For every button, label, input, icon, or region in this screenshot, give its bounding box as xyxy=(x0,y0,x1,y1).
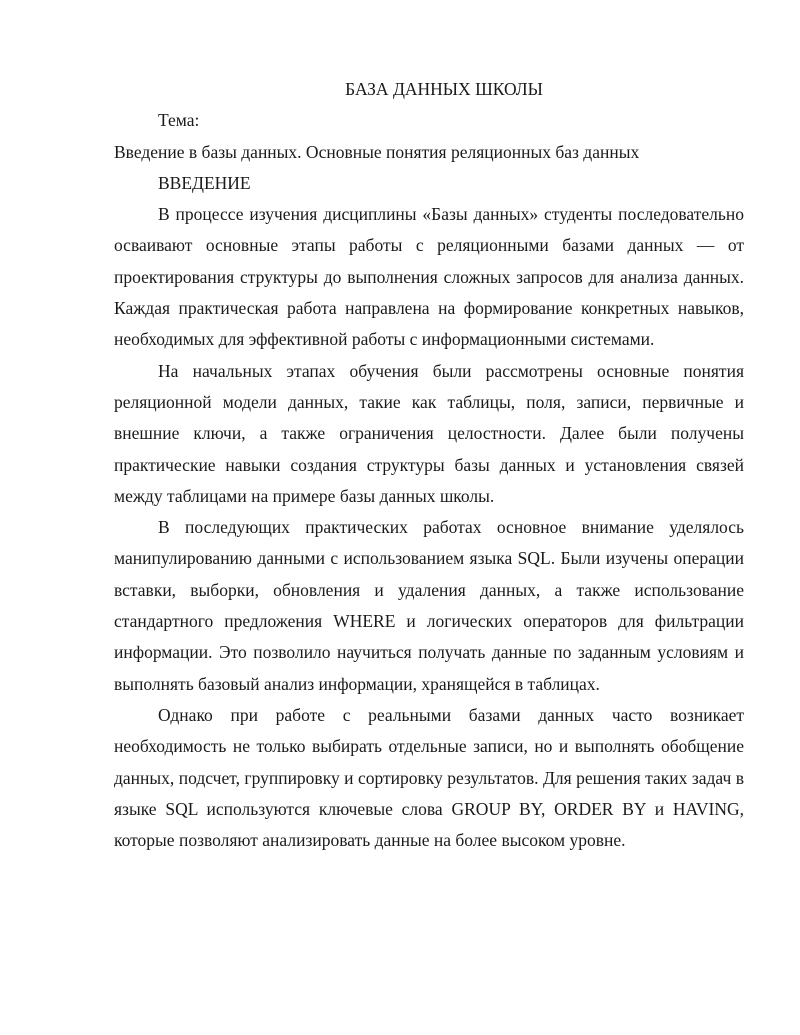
topic-label: Тема: xyxy=(158,110,200,131)
paragraph-4: Однако при работе с реальными базами данных часто возникает необходимость не только выбирать отдельные записи, но и выполнять обобщение данных, подсчет, группировку и сортировку результатов. Для решения таких задач в языке SQL используются ключевые слова GROUP BY, ORDER BY и HAVING, которые позволяют анализировать данные на более высоком уровне. xyxy=(114,704,744,851)
document-title: БАЗА ДАННЫХ ШКОЛЫ xyxy=(345,79,543,99)
document-body xyxy=(114,74,744,856)
paragraph-2: На начальных этапах обучения были рассмотрены основные понятия реляционной модели данных, такие как таблицы, поля, записи, первичные и внешние ключи, а также ограничения целостности. Далее были получены практические навыки создания структуры базы данных и установления связей между таблицами на примере базы данных школы. xyxy=(114,360,744,506)
paragraph-1: В процессе изучения дисциплины «Базы данных» студенты последовательно осваивают основные этапы работы с реляционными базами данных — от проектирования структуры до выполнения сложных запросов для анализа данных. Каждая практическая работа направлена на формирование конкретных навыков, необходимых для эффективной работы с информационными системами. xyxy=(114,204,744,350)
section-heading: ВВЕДЕНИЕ xyxy=(158,172,251,193)
paragraph-3: В последующих практических работах основное внимание уделялось манипулированию данными с использованием языка SQL. Были изучены операции вставки, выборки, обновления и удаления данных, а также использование стандартного предложения WHERE и логических операторов для фильтрации информации. Это позволило научиться получать данные по заданным условиям и выполнять базовый анализ информации, хранящейся в таблицах. xyxy=(114,517,744,694)
topic-text: Введение в базы данных. Основные понятия реляционных баз данных xyxy=(114,141,640,162)
